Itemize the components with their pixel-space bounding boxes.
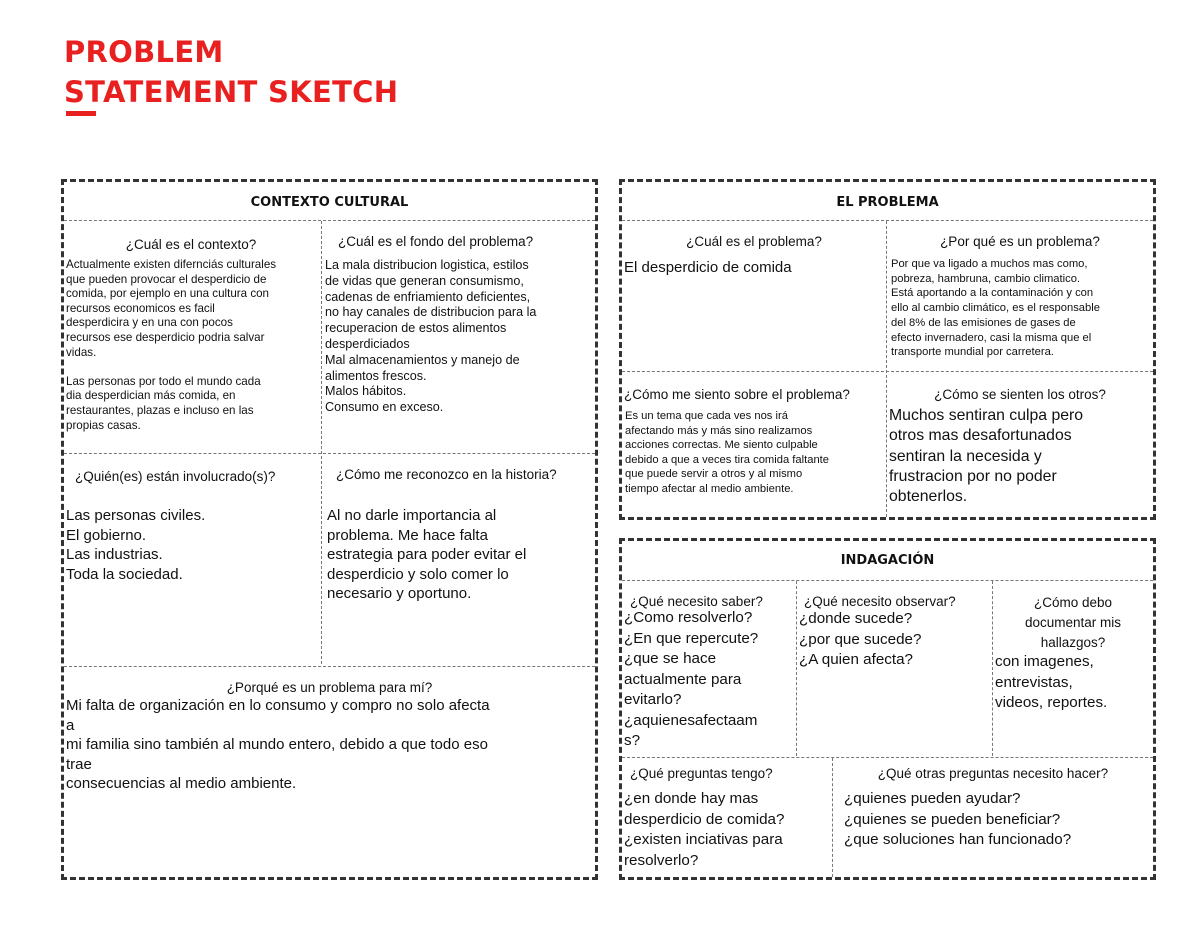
- other-questions-label: ¿Qué otras preguntas necesito hacer?: [877, 766, 1109, 781]
- involved-question: ¿Quién(es) están involucrado(s)?: [75, 469, 276, 484]
- feel-question: ¿Cómo me siento sobre el problema?: [624, 387, 850, 402]
- others-feel-question: ¿Cómo se sienten los otros?: [934, 387, 1106, 402]
- indagacion-heading: INDAGACIÓN: [840, 553, 935, 568]
- involved-answer: Las personas civiles. El gobierno. Las industrias. Toda la sociedad.: [66, 507, 206, 583]
- problem-answer: El desperdicio de comida: [624, 259, 792, 276]
- divider: [622, 757, 1153, 758]
- background-question: ¿Cuál es el fondo del problema?: [338, 234, 534, 249]
- context-question: ¿Cuál es el contexto?: [125, 237, 257, 252]
- questions-have-label: ¿Qué preguntas tengo?: [630, 766, 773, 781]
- divider: [992, 581, 993, 756]
- problem-question: ¿Cuál es el problema?: [686, 234, 822, 249]
- divider: [622, 371, 1153, 372]
- need-observe-question: ¿Qué necesito observar?: [804, 594, 956, 609]
- divider: [64, 453, 595, 454]
- other-questions-answer: ¿quienes pueden ayudar? ¿quienes se pueden beneficiar? ¿que soluciones han funcionado?: [844, 790, 1072, 848]
- divider: [622, 580, 1153, 581]
- need-know-question: ¿Qué necesito saber?: [630, 594, 763, 609]
- divider: [64, 666, 595, 667]
- divider: [796, 581, 797, 756]
- background-answer: La mala distribucion logistica, estilos de vidas que generan consumismo, cadenas de enfriamiento deficientes, no hay canales de distribucion para la recuperacion de estos alimentos desperdiciados Mal almacenamientos y manejo de alimentos frescos. Malos hábitos. Consumo en exceso.: [325, 258, 537, 415]
- divider: [622, 220, 1153, 221]
- personal-problem-answer: Mi falta de organización en lo consumo y compro no solo afecta a mi familia sino también al mundo entero, debido a que todo eso trae consecuencias al medio ambiente.: [66, 697, 490, 792]
- why-problem-answer: Por que va ligado a muchos mas como, pobreza, hambruna, cambio climatico. Está aportando a la contaminación y con ello al cambio climático, es el responsable del 8% de las emisiones de gases de efecto invernadero, casi la misma que el transporte mundial por carretera.: [891, 258, 1100, 359]
- need-observe-answer: ¿donde sucede? ¿por que sucede? ¿A quien afecta?: [799, 610, 922, 668]
- divider: [832, 758, 833, 877]
- divider: [886, 221, 887, 517]
- why-problem-question: ¿Por qué es un problema?: [940, 234, 1100, 249]
- title-line-1: PROBLEM: [64, 35, 224, 69]
- divider: [321, 221, 322, 664]
- context-answer: Actualmente existen difernciás culturales que pueden provocar el desperdicio de comida, por ejemplo en una cultura con recursos economicos es facil desperdicira y en una con pocos recursos ese desperdicio podria salvar vidas. Las personas por todo el mundo cada dia desperdician más comida, en restaurantes, plazas e incluso en las propias casas.: [66, 258, 277, 432]
- contexto-cultural-heading: CONTEXTO CULTURAL: [250, 195, 409, 210]
- recognize-answer: Al no darle importancia al problema. Me hace falta estrategia para poder evitar el desperdicio y solo comer lo necesario y oportuno.: [327, 507, 527, 602]
- need-know-answer: ¿Como resolverlo? ¿En que repercute? ¿que se hace actualmente para evitarlo? ¿aquienesafectaam s?: [624, 609, 759, 749]
- questions-have-answer: ¿en donde hay mas desperdicio de comida? ¿existen inciativas para resolverlo?: [624, 790, 785, 869]
- others-feel-answer: Muchos sentiran culpa pero otros mas desafortunados sentiran la necesida y frustracion por no poder obtenerlos.: [889, 407, 1084, 506]
- title-line-2: STATEMENT SKETCH: [64, 75, 399, 109]
- page-title: [64, 32, 398, 112]
- document-answer: con imagenes, entrevistas, videos, reportes.: [995, 653, 1108, 711]
- recognize-question: ¿Cómo me reconozco en la historia?: [336, 467, 557, 482]
- document-question: ¿Cómo debo documentar mis hallazgos?: [1024, 595, 1122, 650]
- el-problema-heading: EL PROBLEMA: [836, 195, 939, 210]
- personal-problem-question: ¿Porqué es un problema para mí?: [226, 680, 433, 695]
- title-accent-bar: [66, 111, 96, 116]
- divider: [64, 220, 595, 221]
- feel-answer: Es un tema que cada ves nos irá afectando más y más sino realizamos acciones correctas. Me siento culpable debido a que a veces tira comida faltante que puede servir a otros y al mismo tiempo afectar al medio ambiente.: [625, 410, 829, 495]
